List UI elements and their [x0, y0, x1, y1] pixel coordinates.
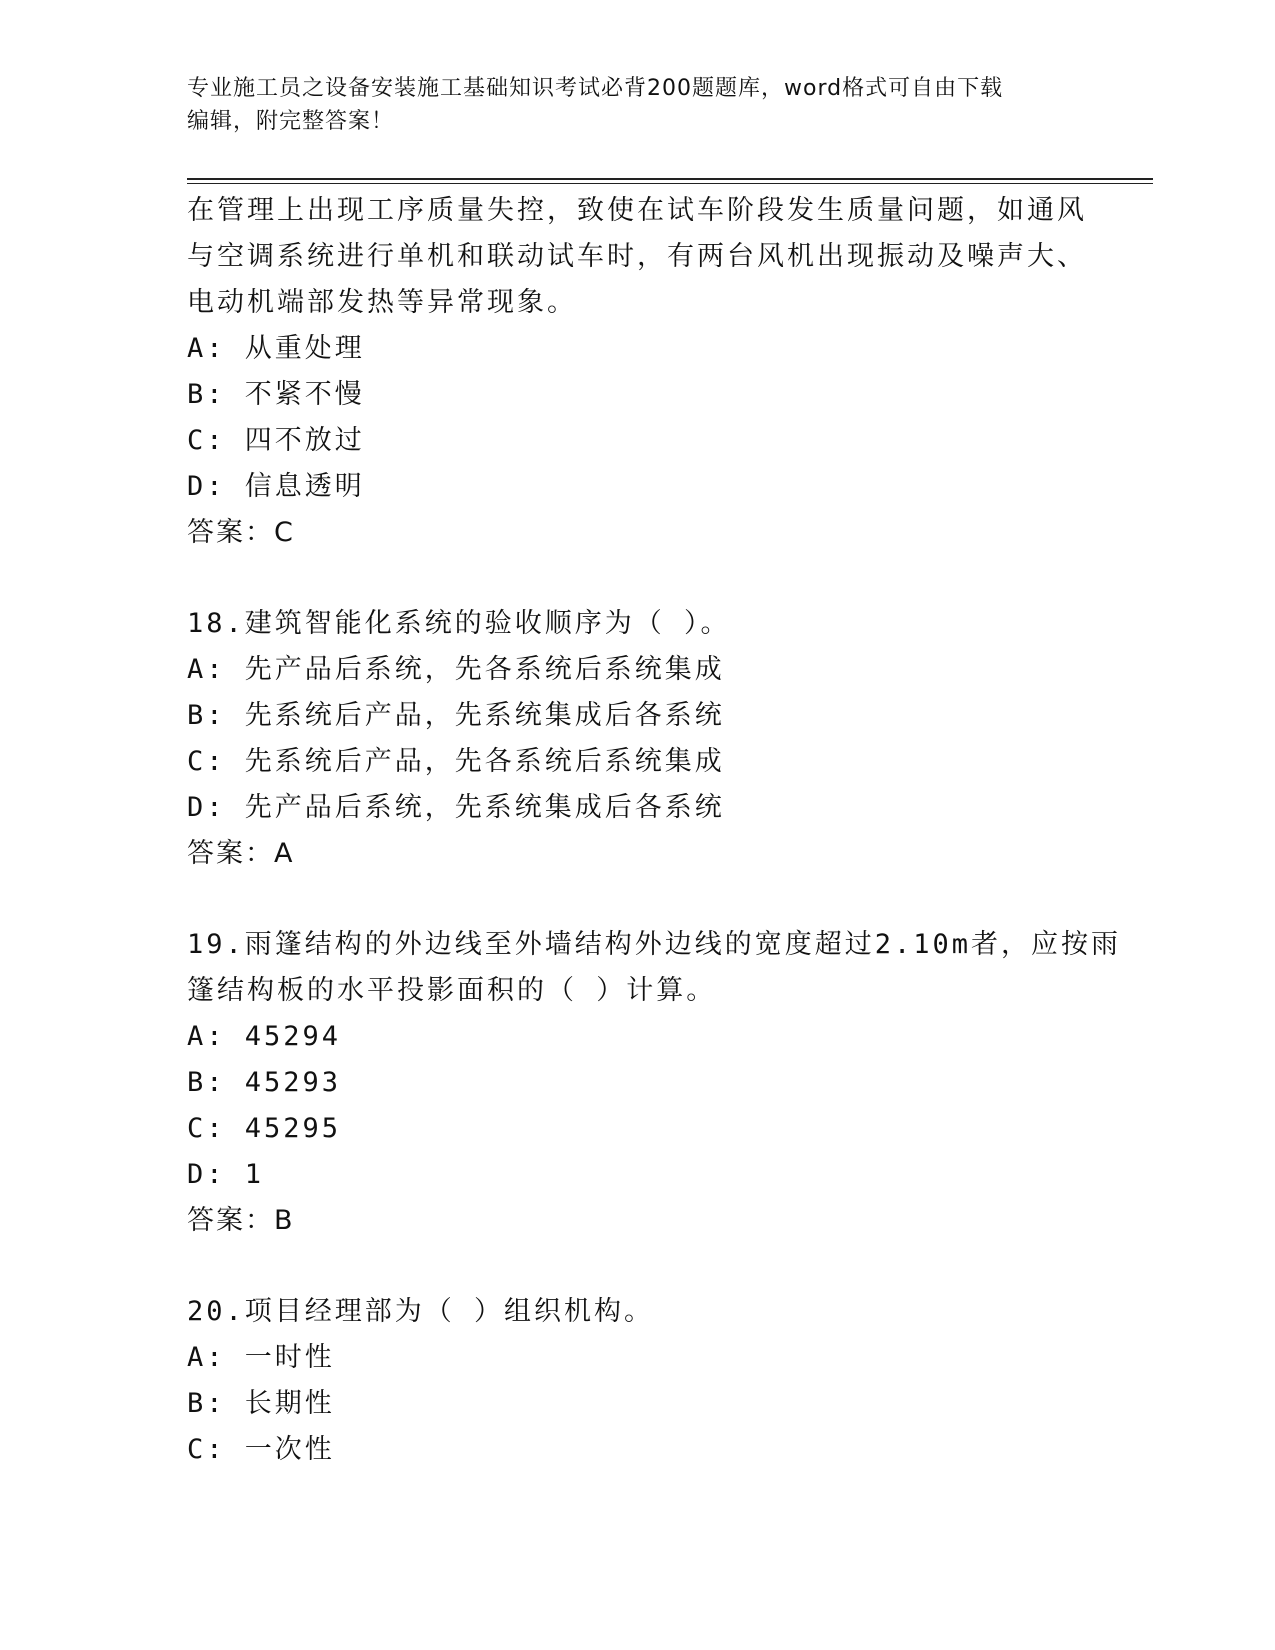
spacer — [187, 556, 1087, 601]
option-a: A: 先产品后系统，先各系统后系统集成 — [187, 654, 725, 685]
option-c: C: 先系统后产品，先各系统后系统集成 — [187, 746, 725, 777]
question-text-line: 电动机端部发热等异常现象。 — [187, 287, 577, 318]
header-line-2: 编辑，附完整答案！ — [187, 109, 395, 134]
option-b: B: 长期性 — [187, 1388, 335, 1419]
option-d: D: 信息透明 — [187, 471, 365, 502]
option-a: A: 45294 — [187, 1021, 342, 1052]
spacer — [187, 877, 1087, 922]
option-c: C: 四不放过 — [187, 425, 365, 456]
option-b: B: 先系统后产品，先系统集成后各系统 — [187, 700, 725, 731]
option-b: B: 不紧不慢 — [187, 379, 365, 410]
question-text-line: 篷结构板的水平投影面积的（ ）计算。 — [187, 975, 717, 1006]
question-text-line: 20.项目经理部为（ ）组织机构。 — [187, 1296, 655, 1327]
question-18 — [187, 601, 1087, 877]
option-c: C: 一次性 — [187, 1434, 335, 1465]
question-text-line: 与空调系统进行单机和联动试车时，有两台风机出现振动及噪声大、 — [187, 241, 1087, 272]
answer-line: 答案：A — [187, 838, 295, 869]
option-a: A: 一时性 — [187, 1342, 335, 1373]
option-c: C: 45295 — [187, 1113, 342, 1144]
question-17 — [187, 188, 1087, 556]
question-content — [187, 188, 1122, 1473]
header-line-1: 专业施工员之设备安装施工基础知识考试必背200题题库，word格式可自由下载 — [187, 76, 1004, 101]
question-19 — [187, 922, 1122, 1244]
option-a: A: 从重处理 — [187, 333, 365, 364]
spacer — [187, 1244, 1087, 1289]
question-20 — [187, 1289, 1087, 1473]
option-d: D: 先产品后系统，先系统集成后各系统 — [187, 792, 725, 823]
option-d: D: 1 — [187, 1159, 265, 1190]
question-text-line: 18.建筑智能化系统的验收顺序为（ ）。 — [187, 608, 731, 639]
question-text-line: 在管理上出现工序质量失控，致使在试车阶段发生质量问题，如通风 — [187, 195, 1087, 226]
option-b: B: 45293 — [187, 1067, 342, 1098]
question-text-line: 19.雨篷结构的外边线至外墙结构外边线的宽度超过2.10m者，应按雨 — [187, 929, 1122, 960]
header-rule-thin — [187, 183, 1153, 184]
answer-line: 答案：C — [187, 517, 295, 548]
header-rule-thick — [187, 178, 1153, 180]
page-header — [187, 72, 1087, 138]
answer-line: 答案：B — [187, 1205, 295, 1236]
